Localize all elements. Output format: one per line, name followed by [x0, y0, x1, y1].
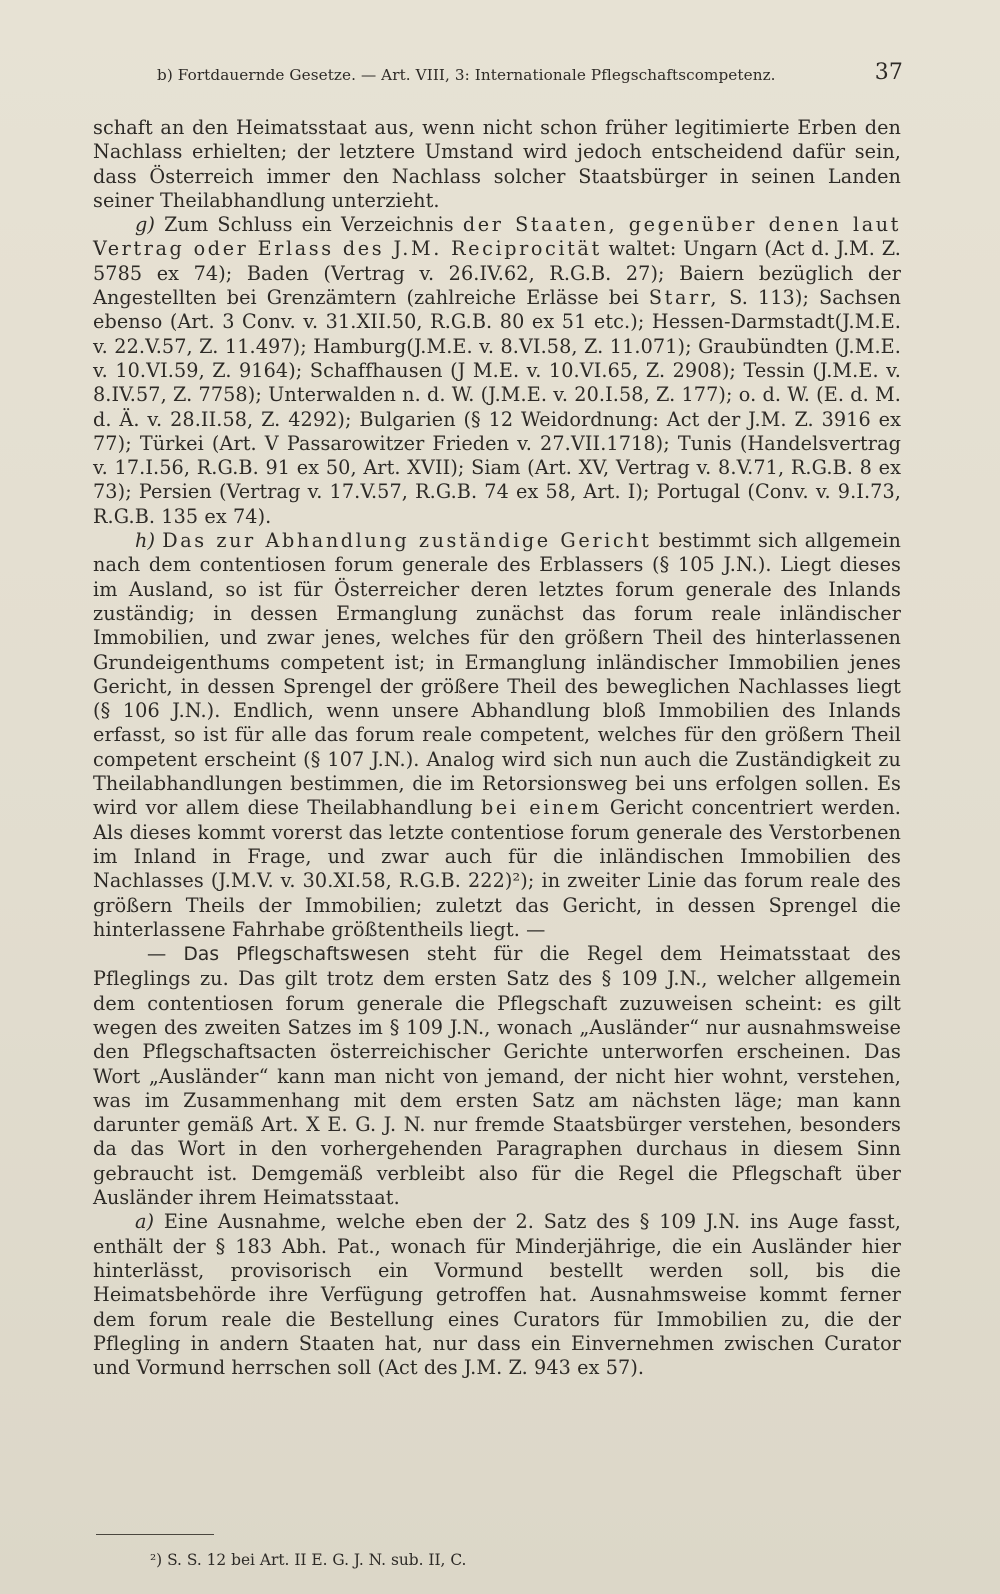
- text-run: Eine Ausnahme, welche eben der 2. Satz des § 109 J.N. ins Auge fasst, enthält der § 183 Abh. Pat., wonach für Minderjährige, die ein Ausländer hier hinterlässt, provisorisch ein Vormund bestellt werden soll, bis die Heimatsbehörde ihre Verfügung getroffen hat. Ausnahmsweise kommt ferner dem forum reale die Bestellung eines Curators für Immobilien zu, die der Pflegling in andern Staaten hat, nur dass ein Einvernehmen zwischen Curator und Vormund herrschen soll (Act des J.M. Z. 943 ex 57).: [93, 1210, 901, 1380]
- section-heading-inline: Das Pflegschaftswesen: [183, 944, 410, 966]
- text-run: waltet: Ungarn (Act d. J.M. Z. 5785 ex 74); Baden (Vertrag v. 26.IV.62, R.G.B. 27); Baiern bezüglich der Angestellten bei Grenzämtern (zahlreiche Erlässe bei: [93, 237, 901, 310]
- paragraph-marker: a): [135, 1210, 155, 1234]
- body-text: [93, 116, 901, 1380]
- text-run: —: [147, 942, 184, 966]
- running-header: [157, 60, 903, 88]
- page-number: 37: [874, 60, 903, 85]
- paragraph-marker: h): [135, 529, 156, 553]
- paragraph: [93, 942, 901, 1210]
- spaced-emphasis: Starr,: [648, 286, 720, 310]
- footnote-rule: [96, 1534, 214, 1535]
- spaced-emphasis: der Staaten, gegenüber denen laut Vertrag oder Erlass des J.M. Reciprocität: [93, 213, 901, 261]
- text-run: steht für die Regel dem Heimatsstaat des Pfleglings zu. Das gilt trotz dem ersten Satz des § 109 J.N., welcher allgemein dem contentiosen forum generale die Pflegschaft zuzuweisen scheint: es gilt wegen des zweiten Satzes im § 109 J.N., wonach „Ausländer“ nur ausnahmsweise den Pflegschaftsacten österreichischer Gerichte unterworfen erscheinen. Das Wort „Ausländer“ kann man nicht von jemand, der nicht hier wohnt, verstehen, was im Zusammenhang mit dem ersten Satz am nächsten läge; man kann darunter gemäß Art. X E. G. J. N. nur fremde Staatsbürger verstehen, besonders da das Wort in den vorhergehenden Paragraphen durchaus in diesem Sinn gebraucht ist. Demgemäß verbleibt also für die Regel die Pflegschaft über Ausländer ihrem Heimatsstaat.: [93, 942, 901, 1210]
- text-run: Zum Schluss ein Verzeichnis: [154, 213, 463, 237]
- spaced-emphasis: bei einem: [480, 796, 602, 820]
- footnote: ²) S. S. 12 bei Art. II E. G. J. N. sub. II, C.: [150, 1551, 467, 1569]
- paragraph-marker: g): [135, 213, 155, 237]
- text-run: bestimmt sich allgemein nach dem contentiosen forum generale des Erblassers (§ 105 J.N.). Liegt dieses im Ausland, so ist für Österreicher deren letztes forum generale des Inlands zuständig; in dessen Ermanglung zunächst das forum reale inländischer Immobilien, und zwar jenes, welches für den größern Theil des hinterlassenen Grundeigenthums competent ist; in Ermanglung inländischer Immobilien jenes Gericht, in dessen Sprengel der größere Theil des beweglichen Nachlasses liegt (§ 106 J.N.). Endlich, wenn unsere Abhandlung bloß Immobilien des Inlands erfasst, so ist für alle das forum reale competent, welches für den größern Theil competent erscheint (§ 107 J.N.). Analog wird sich nun auch die Zuständigkeit zu Theilabhandlungen bestimmen, die im Retorsionsweg bei uns erfolgen sollen. Es wird vor allem diese Theilabhandlung: [93, 529, 901, 820]
- paragraph: [93, 116, 901, 213]
- text-run: S. 113); Sachsen ebenso (Art. 3 Conv. v. 31.XII.50, R.G.B. 80 ex 51 etc.); Hessen-Darmstadt(J.M.E. v. 22.V.57, Z. 11.497); Hamburg(J.M.E. v. 8.VI.58, Z. 11.071); Graubündten (J.M.E. v. 10.VI.59, Z. 9164); Schaffhausen (J M.E. v. 10.VI.65, Z. 2908); Tessin (J.M.E. v. 8.IV.57, Z. 7758); Unterwalden n. d. W. (J.M.E. v. 20.I.58, Z. 177); o. d. W. (E. d. M. d. Ä. v. 28.II.58, Z. 4292); Bulgarien (§ 12 Weidordnung: Act der J.M. Z. 3916 ex 77); Türkei (Art. V Passarowitzer Frieden v. 27.VII.1718); Tunis (Handelsvertrag v. 17.I.56, R.G.B. 91 ex 50, Art. XVII); Siam (Art. XV, Vertrag v. 8.V.71, R.G.B. 8 ex 73); Persien (Vertrag v. 17.V.57, R.G.B. 74 ex 58, Art. I); Portugal (Conv. v. 9.I.73, R.G.B. 135 ex 74).: [93, 286, 901, 528]
- paragraph: [93, 1210, 901, 1380]
- text-run: schaft an den Heimatsstaat aus, wenn nicht schon früher legitimierte Erben den Nachlass erhielten; der letztere Umstand wird jedoch entscheidend dafür sein, dass Österreich immer den Nachlass solcher Staatsbürger in seinen Landen seiner Theilabhandlung unterzieht.: [93, 116, 901, 212]
- text-run: Gericht concentriert werden. Als dieses kommt vorerst das letzte contentiose forum generale des Verstorbenen im Inland in Frage, und zwar auch für die inländischen Immobilien des Nachlasses (J.M.V. v. 30.XI.58, R.G.B. 222)²); in zweiter Linie das forum reale des größern Theils der Immobilien; zuletzt das Gericht, in dessen Sprengel die hinterlassene Fahrhabe größtentheils liegt. —: [93, 796, 901, 941]
- paragraph: [93, 213, 901, 529]
- spaced-emphasis: Das zur Abhandlung zuständige Gericht: [162, 529, 652, 553]
- running-title: b) Fortdauernde Gesetze. — Art. VIII, 3: Internationale Pflegschaftscompetenz.: [157, 66, 776, 84]
- paragraph: [93, 529, 901, 942]
